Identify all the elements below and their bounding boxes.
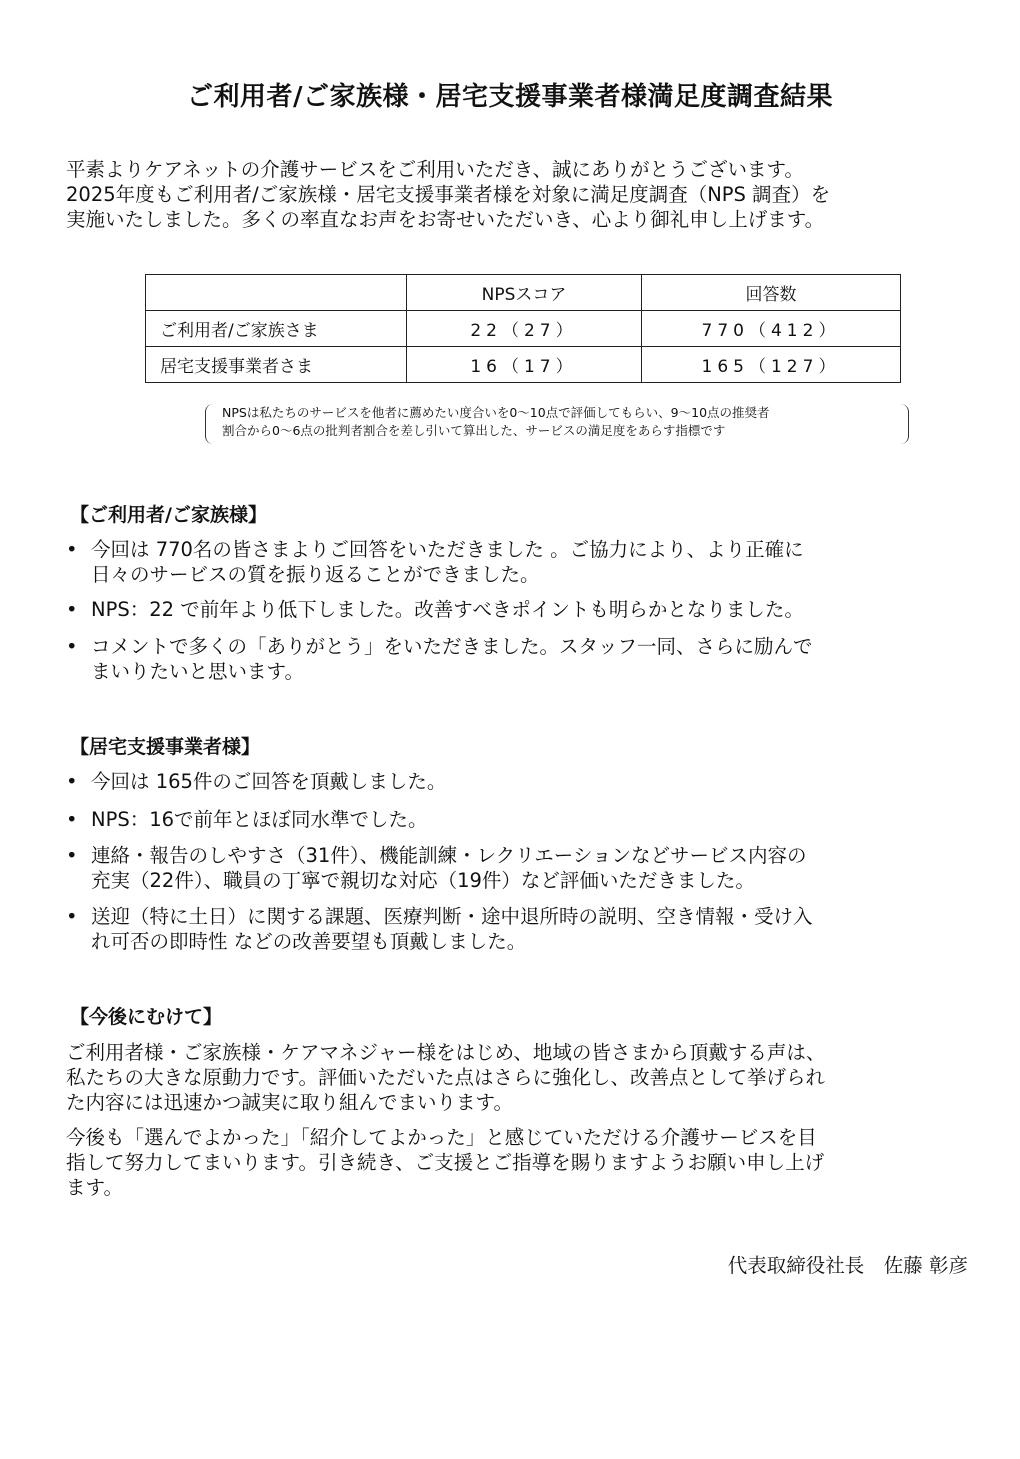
closing-paragraph xyxy=(66,1125,986,1200)
table-cell: 居宅支援事業者さま xyxy=(146,347,407,383)
list-item xyxy=(66,904,813,954)
table-cell: 16（17） xyxy=(407,347,642,383)
paragraph-line: た内容には迅速かつ誠実に取り組んでまいります。 xyxy=(66,1091,513,1114)
table-header-cell xyxy=(146,275,407,311)
paragraph-line: 私たちの大きな原動力です。評価いただいた点はさらに強化し、改善点として挙げられ xyxy=(66,1066,825,1089)
section-heading-providers: 【居宅支援事業者様】 xyxy=(70,736,261,758)
list-item-line: コメントで多くの「ありがとう」をいただきました。スタッフ一同、さらに励んで xyxy=(91,635,813,658)
closing-paragraph xyxy=(66,1040,986,1115)
intro-line: 実施いたしました。多くの率直なお声をお寄せいただいき、心より御礼申し上げます。 xyxy=(66,208,825,231)
paragraph-line: ご利用者様・ご家族様・ケアマネジャー様をはじめ、地域の皆さまから頂戴する声は、 xyxy=(66,1041,826,1064)
nps-table xyxy=(145,274,901,383)
list-item-line: 日々のサービスの質を振り返ることができました。 xyxy=(91,563,540,586)
list-item xyxy=(66,769,446,794)
list-item-line: まいりたいと思います。 xyxy=(91,660,304,683)
table-cell: 22（27） xyxy=(407,311,642,347)
list-item xyxy=(66,634,813,684)
paragraph-line: 指して努力してまいります。引き続き、ご支援とご指導を賜りますようお願い申し上げ xyxy=(66,1151,825,1174)
list-item xyxy=(66,807,428,832)
intro-line: 2025年度もご利用者/ご家族様・居宅支援事業者様を対象に満足度調査（NPS 調査）を xyxy=(66,183,831,206)
document-title: ご利用者/ご家族様・居宅支援事業者様満足度調査結果 xyxy=(187,82,833,112)
table-header-row xyxy=(146,275,901,311)
list-item-line: 充実（22件）、職員の丁寧で親切な対応（19件）など評価いただきました。 xyxy=(91,869,755,892)
list-item-line: 送迎（特に土日）に関する課題、医療判断・途中退所時の説明、空き情報・受け入 xyxy=(91,905,813,928)
list-item-line: 今回は 770名の皆さまよりご回答をいただきました 。ご協力により、より正確に xyxy=(91,538,804,561)
section-heading-users: 【ご利用者/ご家族様】 xyxy=(70,504,267,526)
list-item-line: 今回は 165件のご回答を頂戴しました。 xyxy=(91,770,447,793)
table-cell: 770（412） xyxy=(642,311,901,347)
bullet-icon: • xyxy=(66,635,78,658)
bullet-icon: • xyxy=(66,538,78,561)
list-item-line: NPS：22 で前年より低下しました。改善すべきポイントも明らかとなりました。 xyxy=(91,598,804,621)
list-item-line: NPS：16で前年とほぼ同水準でした。 xyxy=(91,808,428,831)
note-line: NPSは私たちのサービスを他者に薦めたい度合いを0〜10点で評価してもらい、9〜10点の推奨者 xyxy=(222,405,770,420)
intro-paragraph xyxy=(66,157,986,232)
list-item-line: 連絡・報告のしやすさ（31件）、機能訓練・レクリエーションなどサービス内容の xyxy=(91,844,807,867)
section-heading-future: 【今後にむけて】 xyxy=(70,1006,223,1028)
list-item xyxy=(66,843,807,893)
table-row xyxy=(146,311,901,347)
list-item-line: れ可否の即時性 などの改善要望も頂戴しました。 xyxy=(91,930,527,953)
bullet-icon: • xyxy=(66,598,78,621)
note-line: 割合から0〜6点の批判者割合を差し引いて算出した、サービスの満足度をあらす指標です xyxy=(222,423,726,438)
table-header-cell: NPSスコア xyxy=(407,275,642,311)
bullet-icon: • xyxy=(66,844,78,867)
table-cell: 165（127） xyxy=(642,347,901,383)
nps-note xyxy=(205,404,909,444)
list-item xyxy=(66,597,804,622)
paragraph-line: 今後も「選んでよかった」「紹介してよかった」と感じていただける介護サービスを目 xyxy=(66,1126,817,1149)
list-item xyxy=(66,537,804,587)
bullet-icon: • xyxy=(66,905,78,928)
table-header-cell: 回答数 xyxy=(642,275,901,311)
bullet-icon: • xyxy=(66,808,78,831)
bullet-icon: • xyxy=(66,770,78,793)
paragraph-line: ます。 xyxy=(66,1176,123,1199)
table-row xyxy=(146,347,901,383)
signature: 代表取締役社長 佐藤 彰彦 xyxy=(727,1254,968,1277)
table-cell: ご利用者/ご家族さま xyxy=(146,311,407,347)
intro-line: 平素よりケアネットの介護サービスをご利用いただき、誠にありがとうございます。 xyxy=(66,158,804,181)
